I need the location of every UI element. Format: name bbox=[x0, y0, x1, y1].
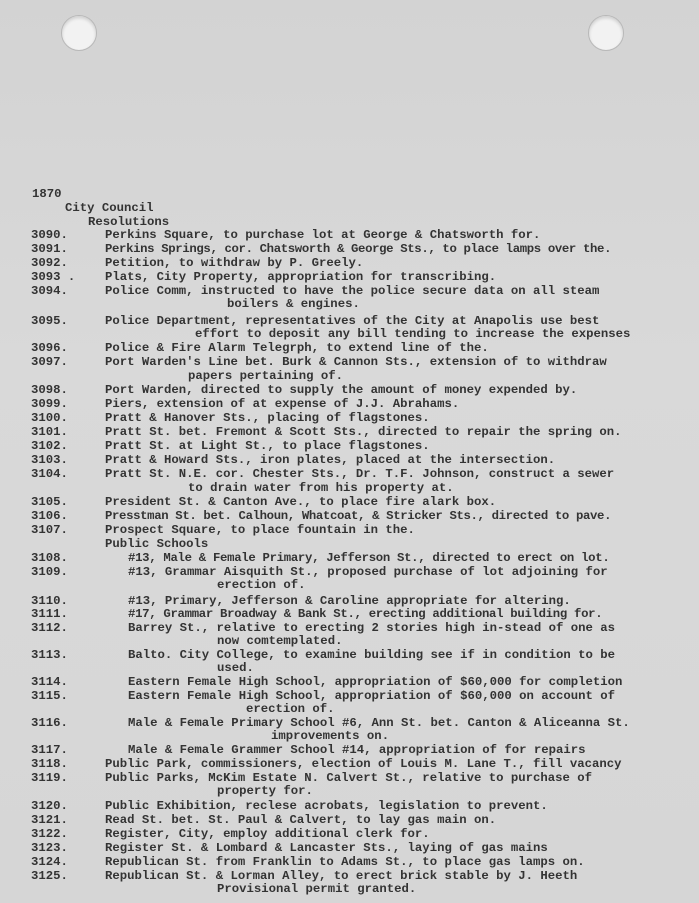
entry-number: 3095. bbox=[31, 314, 68, 328]
entry-number: 3116. bbox=[31, 716, 68, 730]
entry-text: Eastern Female High School, appropriation of $60,000 for completion bbox=[128, 675, 623, 689]
entry-text: Barrey St., relative to erecting 2 stories high in-stead of one as bbox=[128, 621, 616, 635]
entry-text: Republican St. & Lorman Alley, to erect brick stable by J. Heeth bbox=[105, 869, 578, 883]
entry-text: Male & Female Grammer School #14, appropriation of for repairs bbox=[128, 743, 586, 757]
entry-text: #13, Male & Female Primary, Jefferson St., directed to erect on lot. bbox=[128, 551, 610, 565]
entry-text: Pratt & Hanover Sts., placing of flagstones. bbox=[105, 411, 430, 425]
entry-text: Police & Fire Alarm Telegrph, to extend line of the. bbox=[105, 341, 489, 355]
entry-text: Republican St. from Franklin to Adams St., to place gas lamps on. bbox=[105, 855, 585, 869]
entry-number: 3119. bbox=[31, 771, 68, 785]
entry-number: 3102. bbox=[31, 439, 68, 453]
entry-number: 3115. bbox=[31, 689, 68, 703]
entry-number: 3125. bbox=[31, 869, 68, 883]
entry-text: Public Parks, McKim Estate N. Calvert St., relative to purchase of bbox=[105, 771, 593, 785]
entry-number: 3112. bbox=[31, 621, 68, 635]
entry-text: Pratt St. bet. Fremont & Scott Sts., directed to repair the spring on. bbox=[105, 425, 622, 439]
entry-text: Register St. & Lombard & Lancaster Sts., laying of gas mains bbox=[105, 841, 548, 855]
entry-number: 3101. bbox=[31, 425, 68, 439]
entry-continuation: now comtemplated. bbox=[217, 634, 343, 648]
body-heading: City Council bbox=[65, 201, 154, 215]
entry-number: 3105. bbox=[31, 495, 68, 509]
entry-text: Prospect Square, to place fountain in the. bbox=[105, 523, 415, 537]
entry-text: Port Warden, directed to supply the amount of money expended by. bbox=[105, 383, 578, 397]
entry-number: 3109. bbox=[31, 565, 68, 579]
entry-continuation: used. bbox=[217, 661, 254, 675]
entry-continuation: to drain water from his property at. bbox=[188, 481, 454, 495]
section-heading: Resolutions bbox=[88, 215, 170, 229]
entry-text: Public Exhibition, reclese acrobats, legislation to prevent. bbox=[105, 799, 548, 813]
year-heading: 1870 bbox=[32, 187, 62, 201]
entry-continuation: improvements on. bbox=[271, 729, 390, 743]
entry-text: Piers, extension of at expense of J.J. Abrahams. bbox=[105, 397, 460, 411]
entry-text: Male & Female Primary School #6, Ann St. bet. Canton & Aliceanna St. bbox=[128, 716, 630, 730]
entry-text: Eastern Female High School, appropriation of $60,000 on account of bbox=[128, 689, 616, 703]
subsection-heading: Public Schools bbox=[105, 537, 209, 551]
entry-text: Police Department, representatives of the City at Anapolis use best bbox=[105, 314, 600, 328]
entry-text: Perkins Springs, cor. Chatsworth & George Sts., to place lamps over the. bbox=[105, 242, 612, 256]
entry-number: 3114. bbox=[31, 675, 68, 689]
entry-number: 3111. bbox=[31, 607, 68, 621]
entry-number: 3120. bbox=[31, 799, 68, 813]
entry-number: 3093 . bbox=[31, 270, 76, 284]
entry-number: 3124. bbox=[31, 855, 68, 869]
entry-number: 3091. bbox=[31, 242, 68, 256]
entry-continuation: boilers & engines. bbox=[227, 297, 360, 311]
entry-text: Plats, City Property, appropriation for transcribing. bbox=[105, 270, 497, 284]
entry-continuation: property for. bbox=[217, 784, 313, 798]
entry-number: 3121. bbox=[31, 813, 68, 827]
entry-text: Balto. City College, to examine building see if in condition to be bbox=[128, 648, 616, 662]
entry-text: #17, Grammar Broadway & Bank St., erecting additional building for. bbox=[128, 607, 603, 621]
entry-number: 3097. bbox=[31, 355, 68, 369]
entry-text: Pratt St. N.E. cor. Chester Sts., Dr. T.F. Johnson, construct a sewer bbox=[105, 467, 615, 481]
entry-text: Pratt & Howard Sts., iron plates, placed at the intersection. bbox=[105, 453, 556, 467]
entry-text: Presstman St. bet. Calhoun, Whatcoat, & Stricker Sts., directed to pave. bbox=[105, 509, 612, 523]
entry-number: 3110. bbox=[31, 594, 68, 608]
entry-text: Pratt St. at Light St., to place flagstones. bbox=[105, 439, 430, 453]
entry-continuation: effort to deposit any bill tending to increase the expenses bbox=[195, 327, 631, 341]
entry-number: 3103. bbox=[31, 453, 68, 467]
entry-number: 3113. bbox=[31, 648, 68, 662]
entry-number: 3096. bbox=[31, 341, 68, 355]
entry-number: 3117. bbox=[31, 743, 68, 757]
entry-number: 3090. bbox=[31, 228, 68, 242]
entry-number: 3094. bbox=[31, 284, 68, 298]
entry-number: 3107. bbox=[31, 523, 68, 537]
entry-text: Port Warden's Line bet. Burk & Cannon Sts., extension of to withdraw bbox=[105, 355, 607, 369]
entry-continuation: erection of. bbox=[217, 578, 306, 592]
entry-continuation: Provisional permit granted. bbox=[217, 882, 417, 896]
entry-text: Register, City, employ additional clerk for. bbox=[105, 827, 430, 841]
entry-text: Read St. bet. St. Paul & Calvert, to lay gas main on. bbox=[105, 813, 497, 827]
entry-text: President St. & Canton Ave., to place fire alark box. bbox=[105, 495, 497, 509]
entry-number: 3099. bbox=[31, 397, 68, 411]
entry-number: 3108. bbox=[31, 551, 68, 565]
entry-continuation: erection of. bbox=[246, 702, 335, 716]
entry-text: Petition, to withdraw by P. Greely. bbox=[105, 256, 364, 270]
entry-number: 3106. bbox=[31, 509, 68, 523]
entry-number: 3098. bbox=[31, 383, 68, 397]
entry-number: 3118. bbox=[31, 757, 68, 771]
entry-number: 3092. bbox=[31, 256, 68, 270]
entry-number: 3123. bbox=[31, 841, 68, 855]
entry-number: 3104. bbox=[31, 467, 68, 481]
entry-continuation: papers pertaining of. bbox=[188, 369, 343, 383]
entry-number: 3122. bbox=[31, 827, 68, 841]
entry-text: Police Comm, instructed to have the police secure data on all steam bbox=[105, 284, 600, 298]
entry-number: 3100. bbox=[31, 411, 68, 425]
entry-text: Perkins Square, to purchase lot at George & Chatsworth for. bbox=[105, 228, 541, 242]
entry-text: #13, Grammar Aisquith St., proposed purchase of lot adjoining for bbox=[128, 565, 608, 579]
entry-text: Public Park, commissioners, election of Louis M. Lane T., fill vacancy bbox=[105, 757, 622, 771]
entry-text: #13, Primary, Jefferson & Caroline appropriate for altering. bbox=[128, 594, 571, 608]
